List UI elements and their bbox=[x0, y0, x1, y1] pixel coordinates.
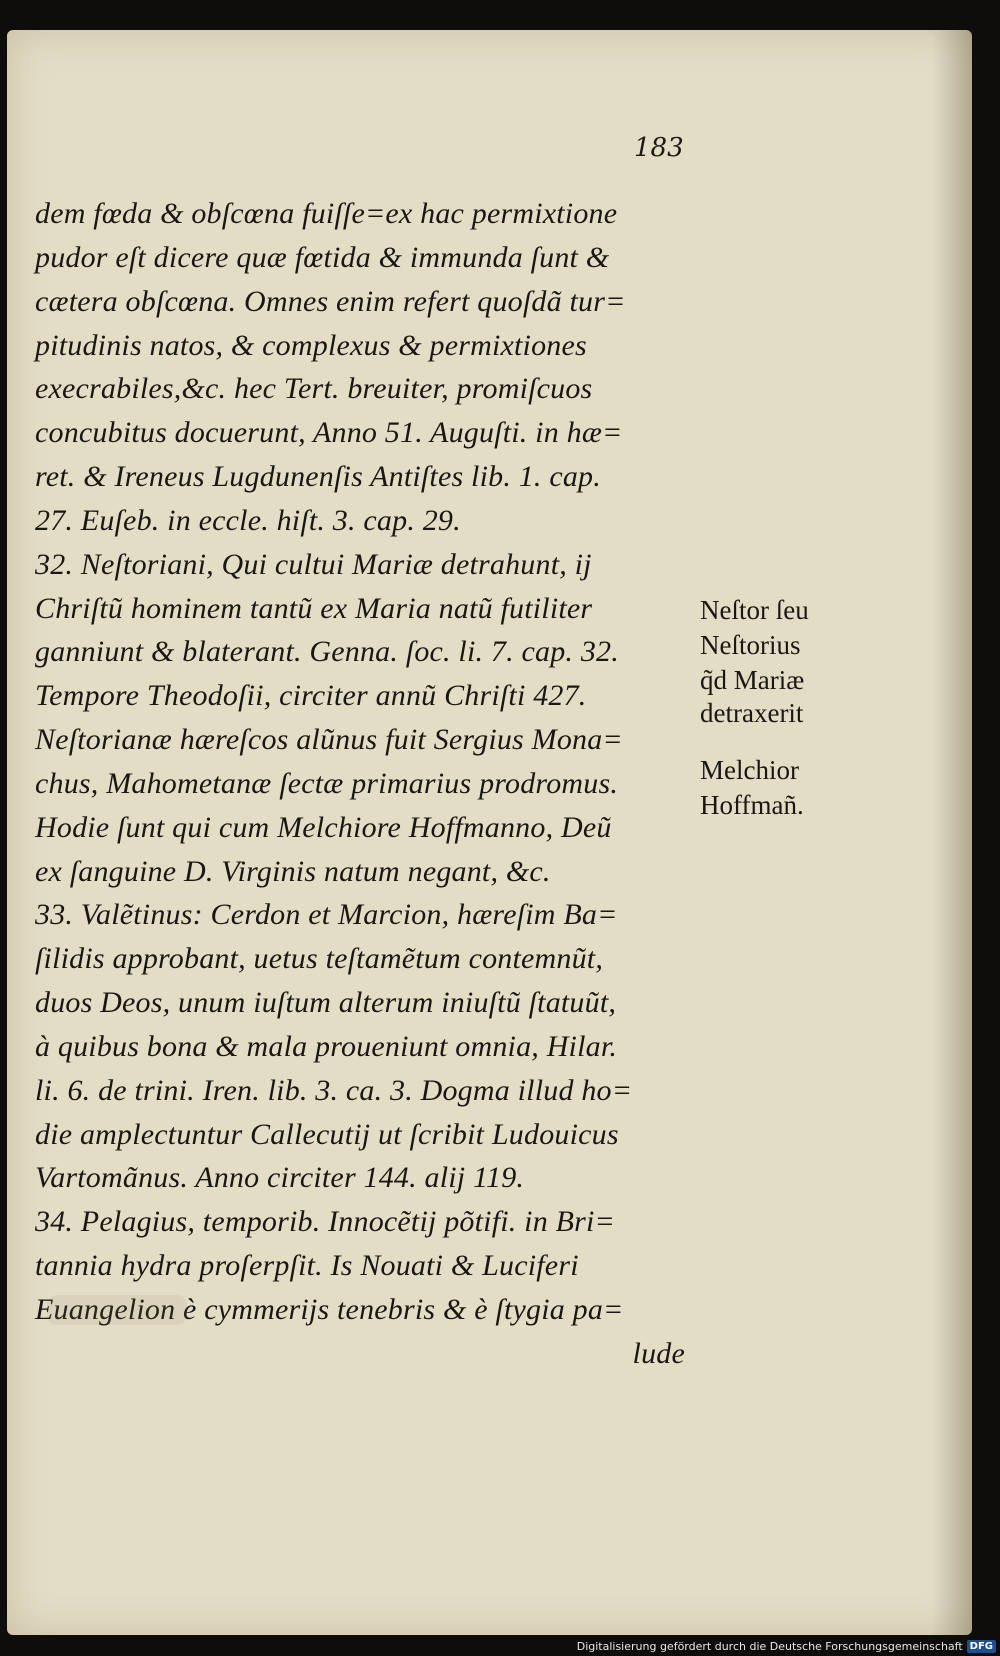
margin-note: Neſtor ſeu bbox=[700, 595, 809, 625]
text-line: Euangelion è cymmerijs tenebris & è ſtygia pa= bbox=[35, 1293, 624, 1326]
ink-smudge bbox=[47, 1295, 187, 1325]
margin-note: Melchior bbox=[700, 755, 799, 785]
text-line: concubitus docuerunt, Anno 51. Auguſti. in hæ= bbox=[35, 416, 623, 449]
text-line: ret. & Ireneus Lugdunenſis Antiſtes lib. 1. cap. bbox=[35, 460, 601, 493]
text-line: chus, Mahometanæ ſectæ primarius prodromus. bbox=[35, 767, 619, 800]
margin-note: Hoffmañ. bbox=[700, 790, 804, 820]
margin-note: q̃d Mariæ bbox=[700, 665, 805, 695]
text-line: duos Deos, unum iuſtum alterum iniuſtũ ſtatuũt, bbox=[35, 986, 617, 1019]
book-page bbox=[7, 30, 972, 1635]
page-number: 183 bbox=[634, 133, 684, 163]
text-line: Chriſtũ hominem tantũ ex Maria natũ futiliter bbox=[35, 592, 593, 625]
text-line: ganniunt & blaterant. Genna. ſoc. li. 7. cap. 32. bbox=[35, 635, 619, 668]
text-line: execrabiles,&c. hec Tert. breuiter, promiſcuos bbox=[35, 372, 593, 405]
footer-credit bbox=[577, 1640, 996, 1653]
text-line: dem fœda & obſcœna fuiſſe=ex hac permixtione bbox=[35, 197, 618, 230]
margin-note: Neſtorius bbox=[700, 630, 801, 660]
text-line: cætera obſcœna. Omnes enim refert quoſdã tur= bbox=[35, 285, 626, 318]
text-line: 33. Valẽtinus: Cerdon et Marcion, hæreſim Ba= bbox=[35, 898, 618, 931]
text-line: Hodie ſunt qui cum Melchiore Hoffmanno, Deũ bbox=[35, 811, 612, 844]
margin-note: detraxerit bbox=[700, 698, 804, 728]
text-line: pitudinis natos, & complexus & permixtiones bbox=[35, 329, 587, 362]
text-line: tannia hydra proſerpſit. Is Nouati & Luciferi bbox=[35, 1249, 579, 1282]
text-line: ſilidis approbant, uetus teſtamẽtum contemnũt, bbox=[35, 942, 604, 975]
text-line: pudor eſt dicere quæ fœtida & immunda ſunt & bbox=[35, 241, 610, 274]
dfg-logo: DFG bbox=[967, 1640, 996, 1653]
catchword: lude bbox=[632, 1337, 685, 1370]
text-line: Neſtorianæ hæreſcos alũnus fuit Sergius Mona= bbox=[35, 723, 623, 756]
text-line: 27. Euſeb. in eccle. hiſt. 3. cap. 29. bbox=[35, 504, 461, 537]
text-line: li. 6. de trini. Iren. lib. 3. ca. 3. Dogma illud ho= bbox=[35, 1074, 633, 1107]
footer-credit-text: Digitalisierung gefördert durch die Deutsche Forschungsgemeinschaft bbox=[576, 1640, 963, 1653]
text-line: 34. Pelagius, temporib. Innocẽtij põtifi. in Bri= bbox=[35, 1205, 615, 1238]
text-line: Tempore Theodoſii, circiter annũ Chriſti 427. bbox=[35, 679, 587, 712]
text-line: 32. Neſtoriani, Qui cultui Mariæ detrahunt, ij bbox=[35, 548, 592, 581]
text-line: die amplectuntur Callecutij ut ſcribit Ludouicus bbox=[35, 1118, 619, 1151]
text-line: Vartomãnus. Anno circiter 144. alij 119. bbox=[35, 1161, 525, 1194]
text-line: à quibus bona & mala proueniunt omnia, Hilar. bbox=[35, 1030, 618, 1063]
text-line: ex ſanguine D. Virginis natum negant, &c. bbox=[35, 855, 551, 888]
